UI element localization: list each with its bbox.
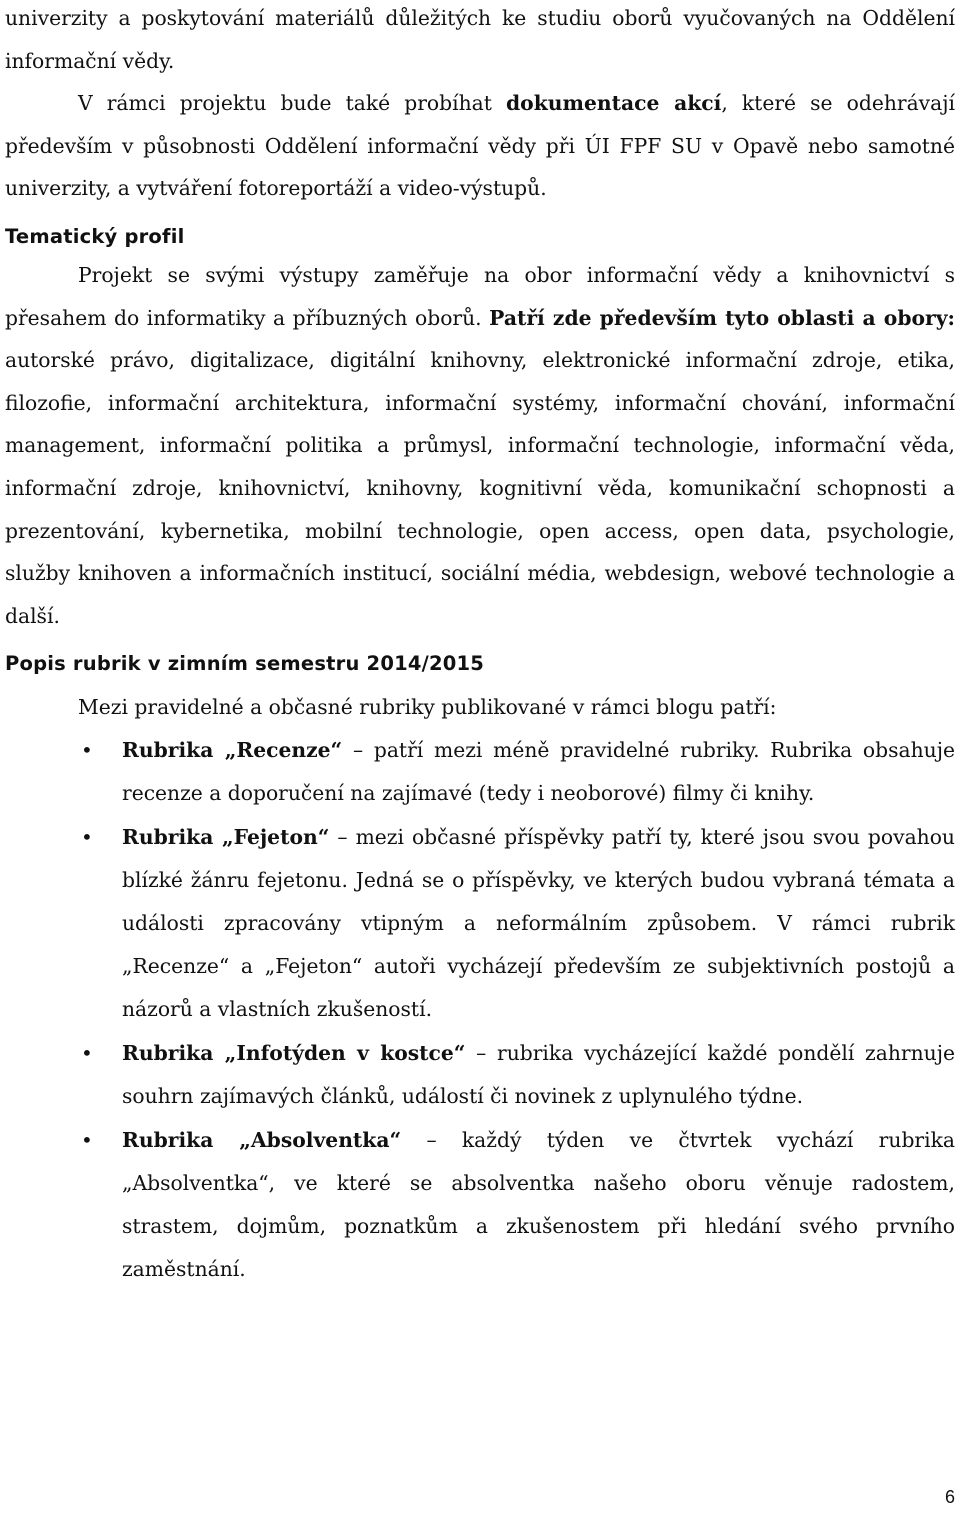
- heading-thematic-profile: Tematický profil: [5, 224, 185, 248]
- documentation-bold: dokumentace akcí: [506, 91, 722, 116]
- rubric-description: – každý týden ve čtvrtek vychází rubrika „Absolventka“, ve které se absolventka našeho oboru věnuje radostem, strastem, dojmům, poznatkům a zkušenostem při hledání svého prvního zaměstnání.: [122, 1127, 955, 1281]
- documentation-text-post: , které se odehrávají především v působnosti Oddělení informační vědy při ÚI FPF SU v Opavě nebo samotné univerzity, a vytváření fotoreportáží a video-výstupů.: [5, 91, 955, 201]
- rubric-title: Rubrika „Absolventka“: [122, 1127, 402, 1152]
- bullet-icon: •: [81, 1040, 93, 1065]
- bullet-icon: •: [81, 1127, 93, 1152]
- list-item-text: [122, 1032, 955, 1118]
- rubric-description: – rubrika vycházející každé pondělí zahrnuje souhrn zajímavých článků, událostí či novinek z uplynulého týdne.: [122, 1040, 956, 1108]
- documentation-paragraph: [5, 82, 955, 210]
- page-number: 6: [944, 1487, 955, 1507]
- bullet-icon: •: [81, 737, 93, 762]
- profile-text-pre: Projekt se svými výstupy zaměřuje na obor informační vědy a knihovnictví s přesahem do informatiky a příbuzných oborů.: [5, 262, 955, 330]
- list-item-text: [122, 1119, 955, 1291]
- documentation-text-pre: V rámci projektu bude také probíhat: [78, 91, 506, 116]
- rubric-title: Rubrika „Recenze“: [122, 737, 343, 762]
- intro-text: univerzity a poskytování materiálů důležitých ke studiu oborů vyučovaných na Oddělení informační vědy.: [5, 6, 955, 73]
- intro-paragraph-end: [5, 0, 955, 82]
- rubric-title: Rubrika „Fejeton“: [122, 824, 330, 849]
- document-body: [5, 0, 955, 1292]
- list-item-absolventka: [5, 1119, 955, 1291]
- rubric-description: – mezi občasné příspěvky patří ty, které jsou svou povahou blízké žánru fejetonu. Jedná se o příspěvky, ve kterých budou vybraná témata a události zpracovány vtipným a neformálním způsobem. V rámci rubrik „Recenze“ a „Fejeton“ autoři vycházejí především ze subjektivních postojů a názorů a vlastních zkušeností.: [122, 824, 955, 1021]
- profile-bold: Patří zde především tyto oblasti a obory:: [489, 305, 955, 330]
- list-item-infotyden: [5, 1032, 955, 1118]
- rubric-title: Rubrika „Infotýden v kostce“: [122, 1040, 466, 1065]
- heading-rubrics: Popis rubrik v zimním semestru 2014/2015: [5, 652, 485, 676]
- list-item-text: [122, 816, 955, 1031]
- profile-paragraph: [5, 254, 955, 637]
- rubrics-intro: Mezi pravidelné a občasné rubriky publikované v rámci blogu patří:: [78, 695, 777, 720]
- list-item-recenze: [5, 729, 955, 815]
- rubrics-list: [5, 729, 955, 1291]
- list-item-text: [122, 729, 955, 815]
- list-item-fejeton: [5, 816, 955, 1031]
- profile-text-post: autorské právo, digitalizace, digitální knihovny, elektronické informační zdroje, etika, filozofie, informační architektura, informační systémy, informační chování, informační management, informační politika a průmysl, informační technologie, informační věda, informační zdroje, knihovnictví, knihovny, kognitivní věda, komunikační schopnosti a prezentování, kybernetika, mobilní technologie, open access, open data, psychologie, služby knihoven a informačních institucí, sociální média, webdesign, webové technologie a další.: [5, 348, 955, 628]
- bullet-icon: •: [81, 824, 93, 849]
- rubric-description: – patří mezi méně pravidelné rubriky. Rubrika obsahuje recenze a doporučení na zajímavé (tedy i neoborové) filmy či knihy.: [122, 737, 956, 805]
